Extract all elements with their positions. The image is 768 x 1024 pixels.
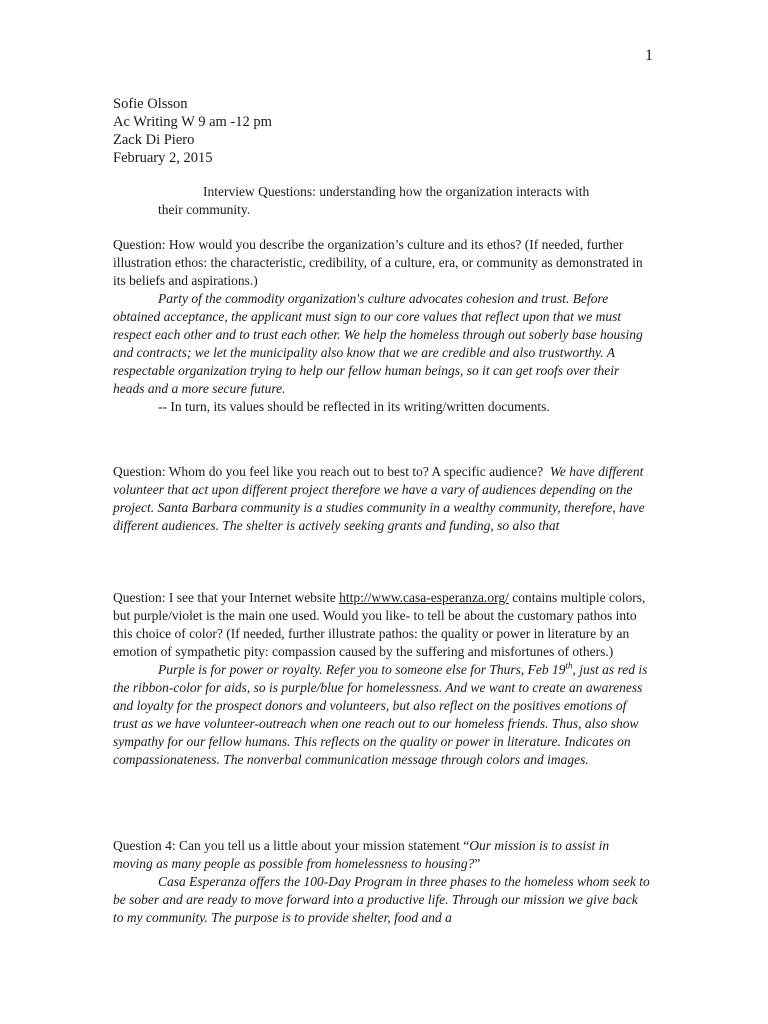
document-date: February 2, 2015: [113, 150, 213, 166]
question-3-section: [113, 589, 650, 769]
answer-1-italic: Party of the commodity organization's culture advocates cohesion and trust. Before obtained acceptance, the applicant must sign to our core values that reflect upon that we must respect each other and to trust each other. We help the homeless through out soberly base housing and contracts; we let the municipality also know that we are credible and also trustworthy. A respectable organization trying to help our fellow human beings, so it can get roofs over their heads and a more secure future.: [113, 291, 643, 396]
question-4-text-end: ”: [474, 856, 481, 871]
header-block: [113, 95, 272, 167]
answer-3-superscript: th: [565, 660, 573, 671]
instructor-name: Zack Di Piero: [113, 132, 195, 148]
question-2-text: Question: Whom do you feel like you reach out to best to? A specific audience?: [113, 464, 544, 479]
title-line-1: Interview Questions: understanding how the organization interacts with: [203, 184, 590, 199]
question-1-section: [113, 236, 650, 416]
answer-1-note: -- In turn, its values should be reflected in its writing/written documents.: [158, 399, 550, 414]
question-2-paragraph: [113, 463, 650, 535]
question-4-text-start: Question 4: Can you tell us a little about your mission statement “: [113, 838, 470, 853]
answer-1-text: [113, 290, 650, 398]
answer-4-text: Casa Esperanza offers the 100-Day Program in three phases to the homeless whom seek to be sober and are ready to move forward into a productive life. Through our mission we give back to my community. The purpose is to provide shelter, food and a: [113, 874, 650, 925]
answer-3-paragraph: [113, 661, 650, 769]
answer-3-start: Purple is for power or royalty. Refer you to someone else for Thurs, Feb 19: [158, 662, 566, 677]
page-number: 1: [645, 47, 653, 64]
document-title: [158, 183, 658, 219]
mission-statement: Our mission is to assist in moving as many people as possible from homelessness to housing?: [113, 838, 610, 871]
answer-3-end: , just as red is the ribbon-color for aids, so is purple/blue for homelessness. And we want to create an awareness and loyalty for the prospect donors and volunteers, but also reflect on the positives emotions of trust as we have volunteer-outreach when one reach out to our homeless friends. Thus, also show sympathy for our fellow humans. This reflects on the quality or power in literature. Indicates on compassionateness. The nonverbal communication message through colors and images.: [113, 662, 648, 767]
question-2-section: [113, 463, 650, 535]
title-line-2: their community.: [158, 202, 251, 217]
answer-2-text: We have different volunteer that act upon different project therefore we have a vary of audiences depending on the project. Santa Barbara community is a studies community in a wealthy community, therefore, have different audiences. The shelter is actively seeking grants and funding, so also that: [113, 464, 645, 533]
author-name: Sofie Olsson: [113, 96, 188, 112]
question-3-paragraph: [113, 589, 650, 661]
course-info: Ac Writing W 9 am -12 pm: [113, 114, 272, 130]
question-3-text-start: Question: I see that your Internet website: [113, 590, 340, 605]
question-4-section: [113, 837, 650, 927]
question-3-text-end: contains multiple colors, but purple/violet is the main one used. Would you like- to tell be about the customary pathos into this choice of color? (If needed, further illustrate pathos: the quality or power in literature by an emotion of sympathetic pity: compassion caused by the suffering and misfortunes of others.): [113, 590, 646, 659]
question-1-text: Question: How would you describe the organization’s culture and its ethos? (If needed, further illustration ethos: the characteristic, credibility, of a culture, era, or community as demonstrated in its beliefs and aspirations.): [113, 237, 643, 288]
question-4-paragraph: [113, 837, 650, 873]
website-link[interactable]: http://www.casa-esperanza.org/: [339, 590, 509, 605]
answer-4-paragraph: [113, 873, 650, 927]
